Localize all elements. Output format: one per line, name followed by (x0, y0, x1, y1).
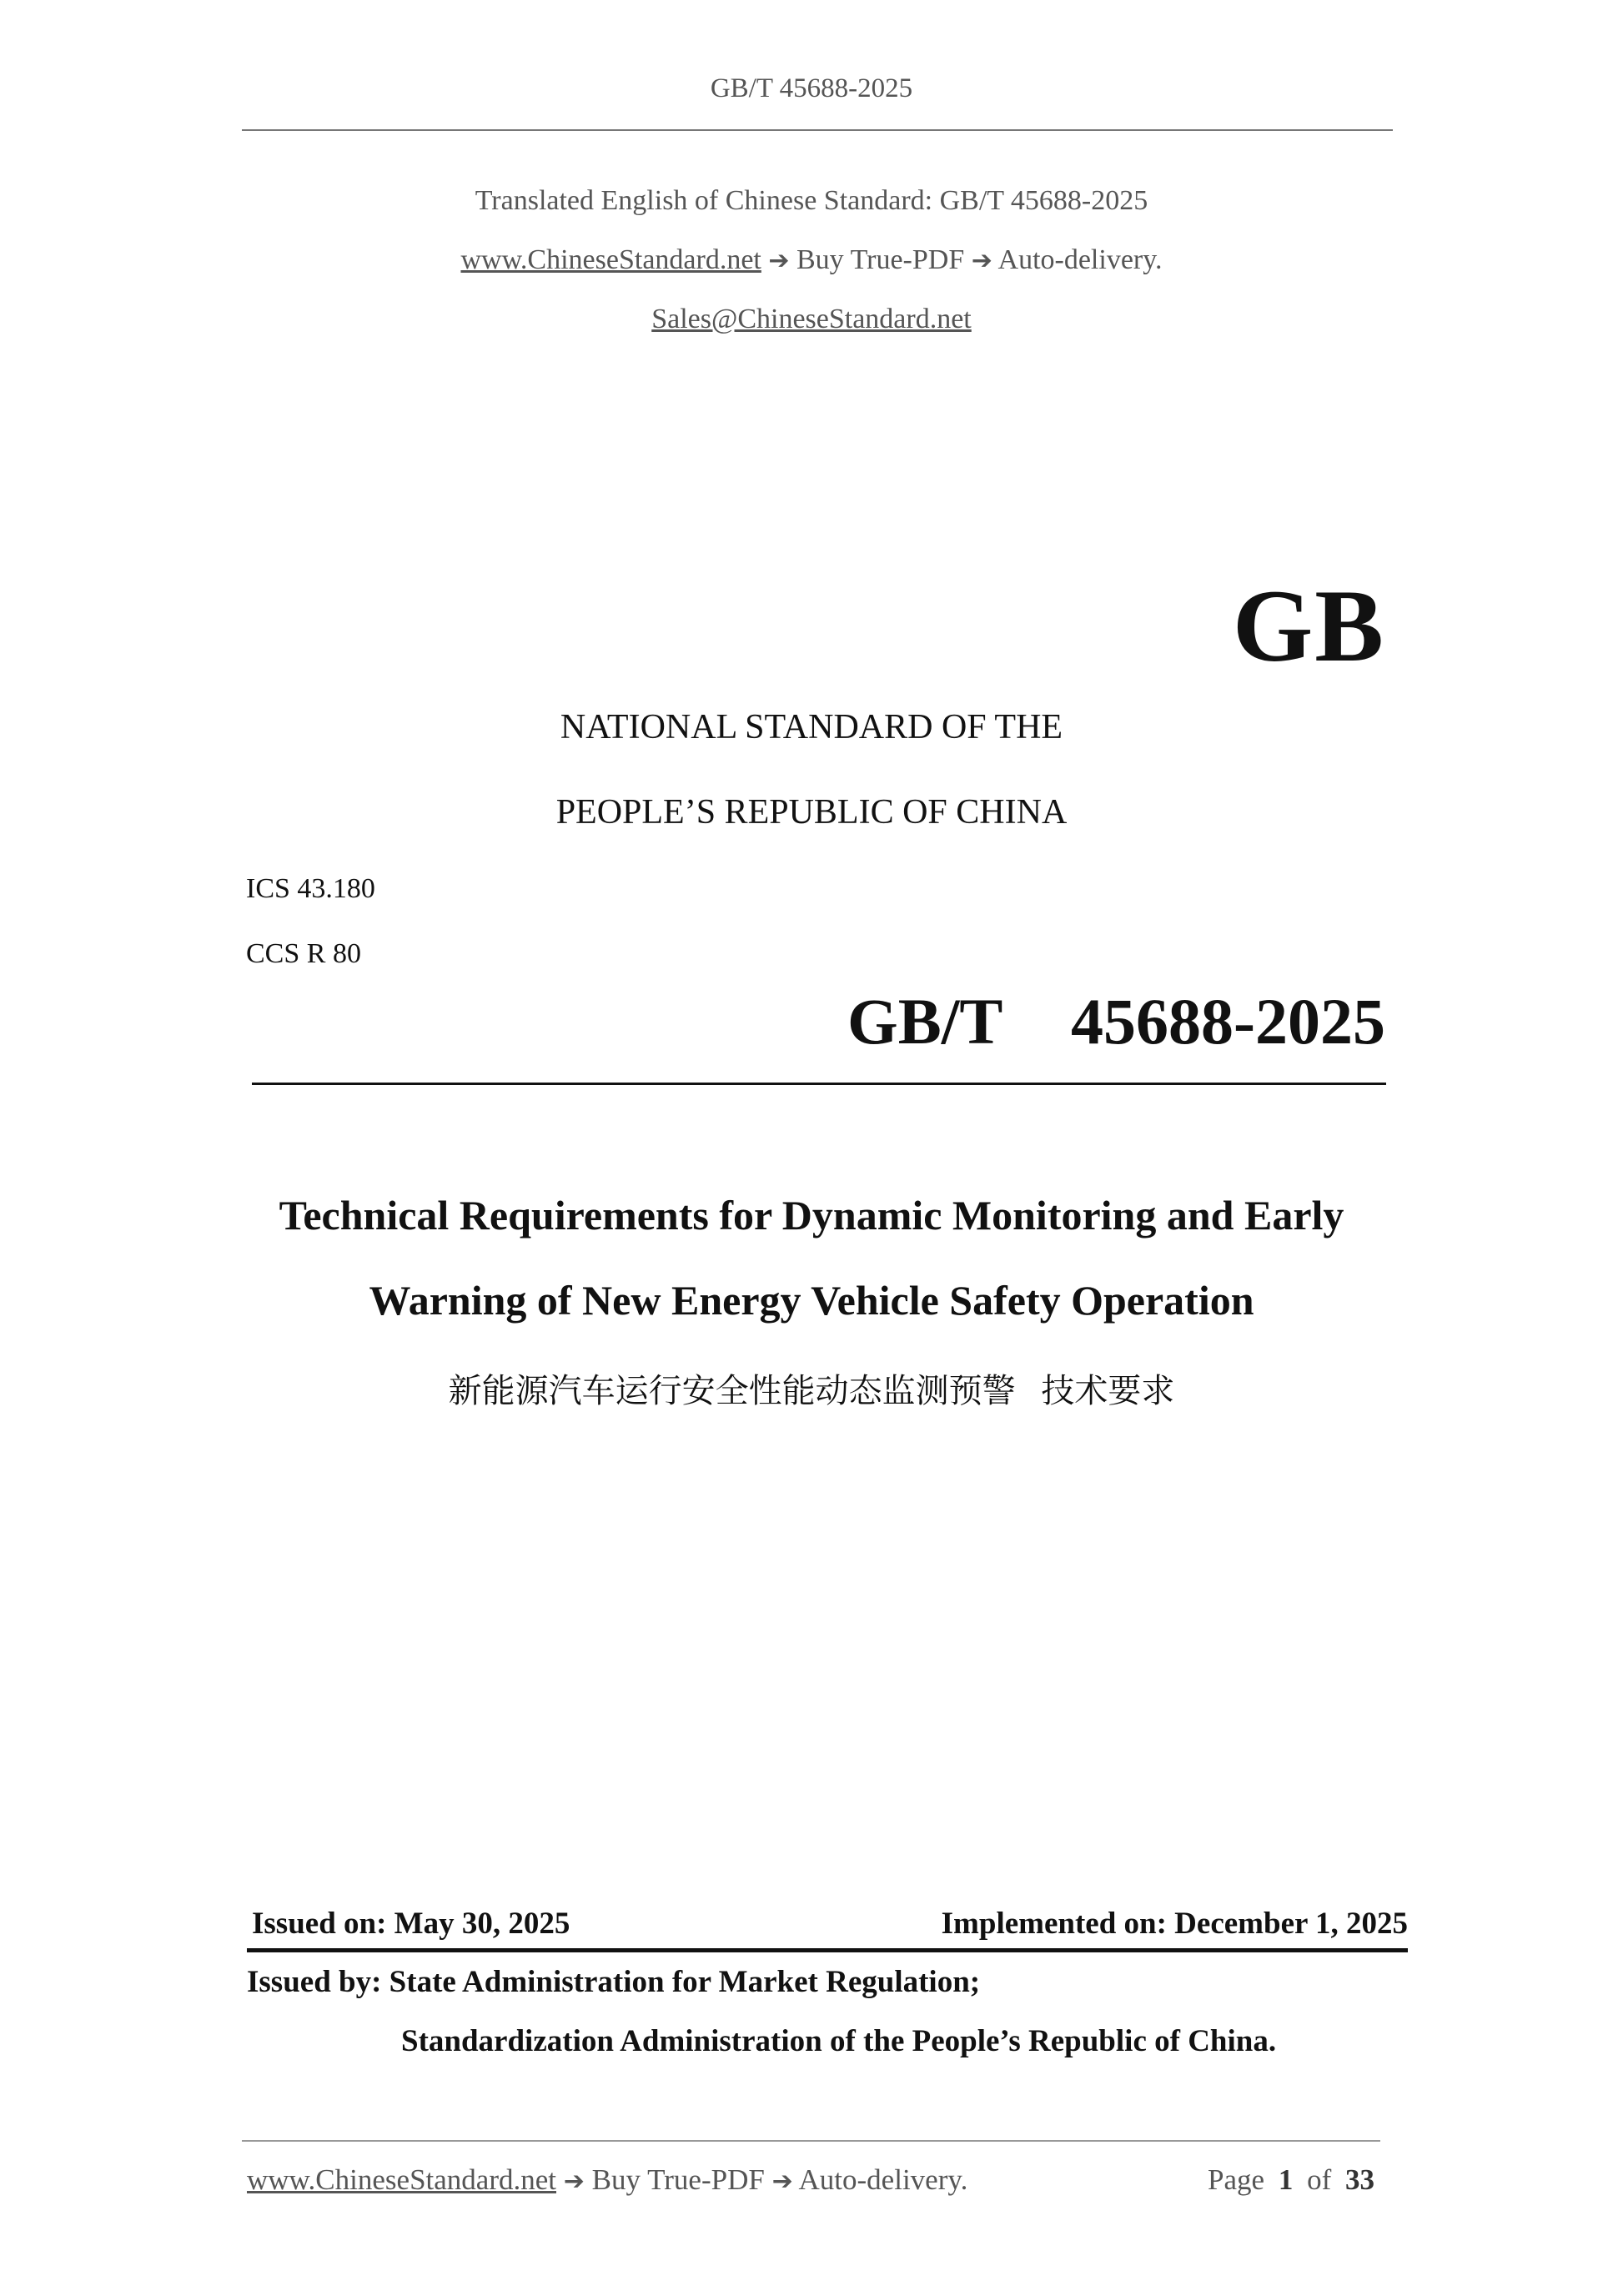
delivery-text: Auto-delivery. (997, 244, 1163, 275)
site-link[interactable]: www.ChineseStandard.net (460, 244, 761, 275)
arrow-right-icon: ➔ (563, 2167, 585, 2196)
footer-delivery-text: Auto-delivery. (798, 2163, 968, 2196)
footer-purchase-line (247, 2163, 967, 2197)
national-standard-line1: NATIONAL STANDARD OF THE (560, 708, 1063, 746)
title-cn: 新能源汽车运行安全性能动态监测预警 技术要求 (448, 1372, 1175, 1410)
national-standard-line2: PEOPLE’S REPUBLIC OF CHINA (555, 793, 1068, 831)
standard-number: GB/T 45688-2025 (847, 985, 1385, 1058)
footer-site-link[interactable]: www.ChineseStandard.net (247, 2163, 556, 2196)
ics-code: ICS 43.180 (246, 873, 375, 904)
gb-mark: GB (1232, 569, 1385, 683)
issued-on: Issued on: May 30, 2025 (252, 1907, 570, 1941)
sales-line (0, 304, 1623, 335)
translation-notice: Translated English of Chinese Standard: GB/T 45688-2025 (475, 185, 1148, 216)
issued-by: Issued by: State Administration for Market Regulation; (247, 1965, 981, 1999)
running-header: GB/T 45688-2025 (710, 73, 913, 103)
implemented-on: Implemented on: December 1, 2025 (941, 1907, 1408, 1941)
page-of: of (1307, 2163, 1332, 2196)
page-current: 1 (1278, 2163, 1294, 2196)
footer-buy-text: Buy True-PDF (591, 2163, 765, 2196)
issuance-rule (247, 1948, 1408, 1952)
footer-divider (242, 2140, 1380, 2142)
page-indicator (1208, 2163, 1374, 2197)
standard-number-rule (252, 1083, 1386, 1085)
buy-text: Buy True-PDF (796, 244, 965, 275)
arrow-right-icon: ➔ (971, 246, 992, 275)
purchase-line (0, 244, 1623, 276)
ccs-code: CCS R 80 (246, 938, 361, 969)
issued-by-2: Standardization Administration of the People’s Republic of China. (401, 2024, 1277, 2058)
page-total: 33 (1345, 2163, 1374, 2196)
page-label: Page (1208, 2163, 1265, 2196)
title-en-line2: Warning of New Energy Vehicle Safety Operation (369, 1277, 1254, 1324)
arrow-right-icon: ➔ (771, 2167, 793, 2196)
header-divider (242, 129, 1393, 131)
sales-email-link[interactable]: Sales@ChineseStandard.net (651, 304, 972, 334)
arrow-right-icon: ➔ (768, 246, 790, 275)
title-en-line1: Technical Requirements for Dynamic Monitoring and Early (279, 1192, 1344, 1238)
